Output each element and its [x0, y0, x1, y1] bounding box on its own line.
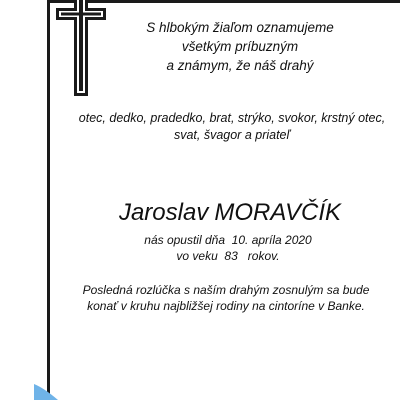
- intro-line-2: všetkým príbuzným: [181, 39, 299, 54]
- death-details: [68, 234, 388, 266]
- deceased-first-name: Jaroslav: [118, 199, 209, 226]
- intro-line-3: a známym, že náš drahý: [166, 58, 314, 73]
- age-suffix: rokov.: [247, 249, 280, 263]
- died-date: 10. apríla 2020: [231, 233, 312, 247]
- age-value: 83: [224, 249, 238, 263]
- died-prefix: nás opustil dňa: [144, 233, 225, 247]
- funeral-text: [52, 284, 400, 316]
- deceased-last-name: MORAVČÍK: [214, 199, 342, 226]
- death-date-line: [68, 234, 388, 250]
- relations-line-1: otec, dedko, pradedko, brat, strýko, svokor, krstný otec,: [78, 111, 386, 125]
- latin-cross-icon: [52, 0, 110, 100]
- frame-left-border: [47, 0, 50, 400]
- age-line: [68, 250, 388, 266]
- funeral-line-2: konať v kruhu najbližšej rodiny na cintoríne v Banke.: [87, 299, 365, 313]
- age-prefix: vo veku: [176, 249, 218, 263]
- intro-line-1: S hlbokým žiaľom oznamujeme: [146, 20, 334, 35]
- funeral-line-1: Posledná rozlúčka s naším drahým zosnulým sa bude: [82, 283, 370, 297]
- deceased-name: [70, 201, 390, 225]
- corner-accent-mark: [30, 378, 60, 400]
- relations-line-2: svat, švagor a priateľ: [173, 128, 291, 142]
- relations-text: [72, 112, 392, 146]
- intro-text: [110, 21, 370, 78]
